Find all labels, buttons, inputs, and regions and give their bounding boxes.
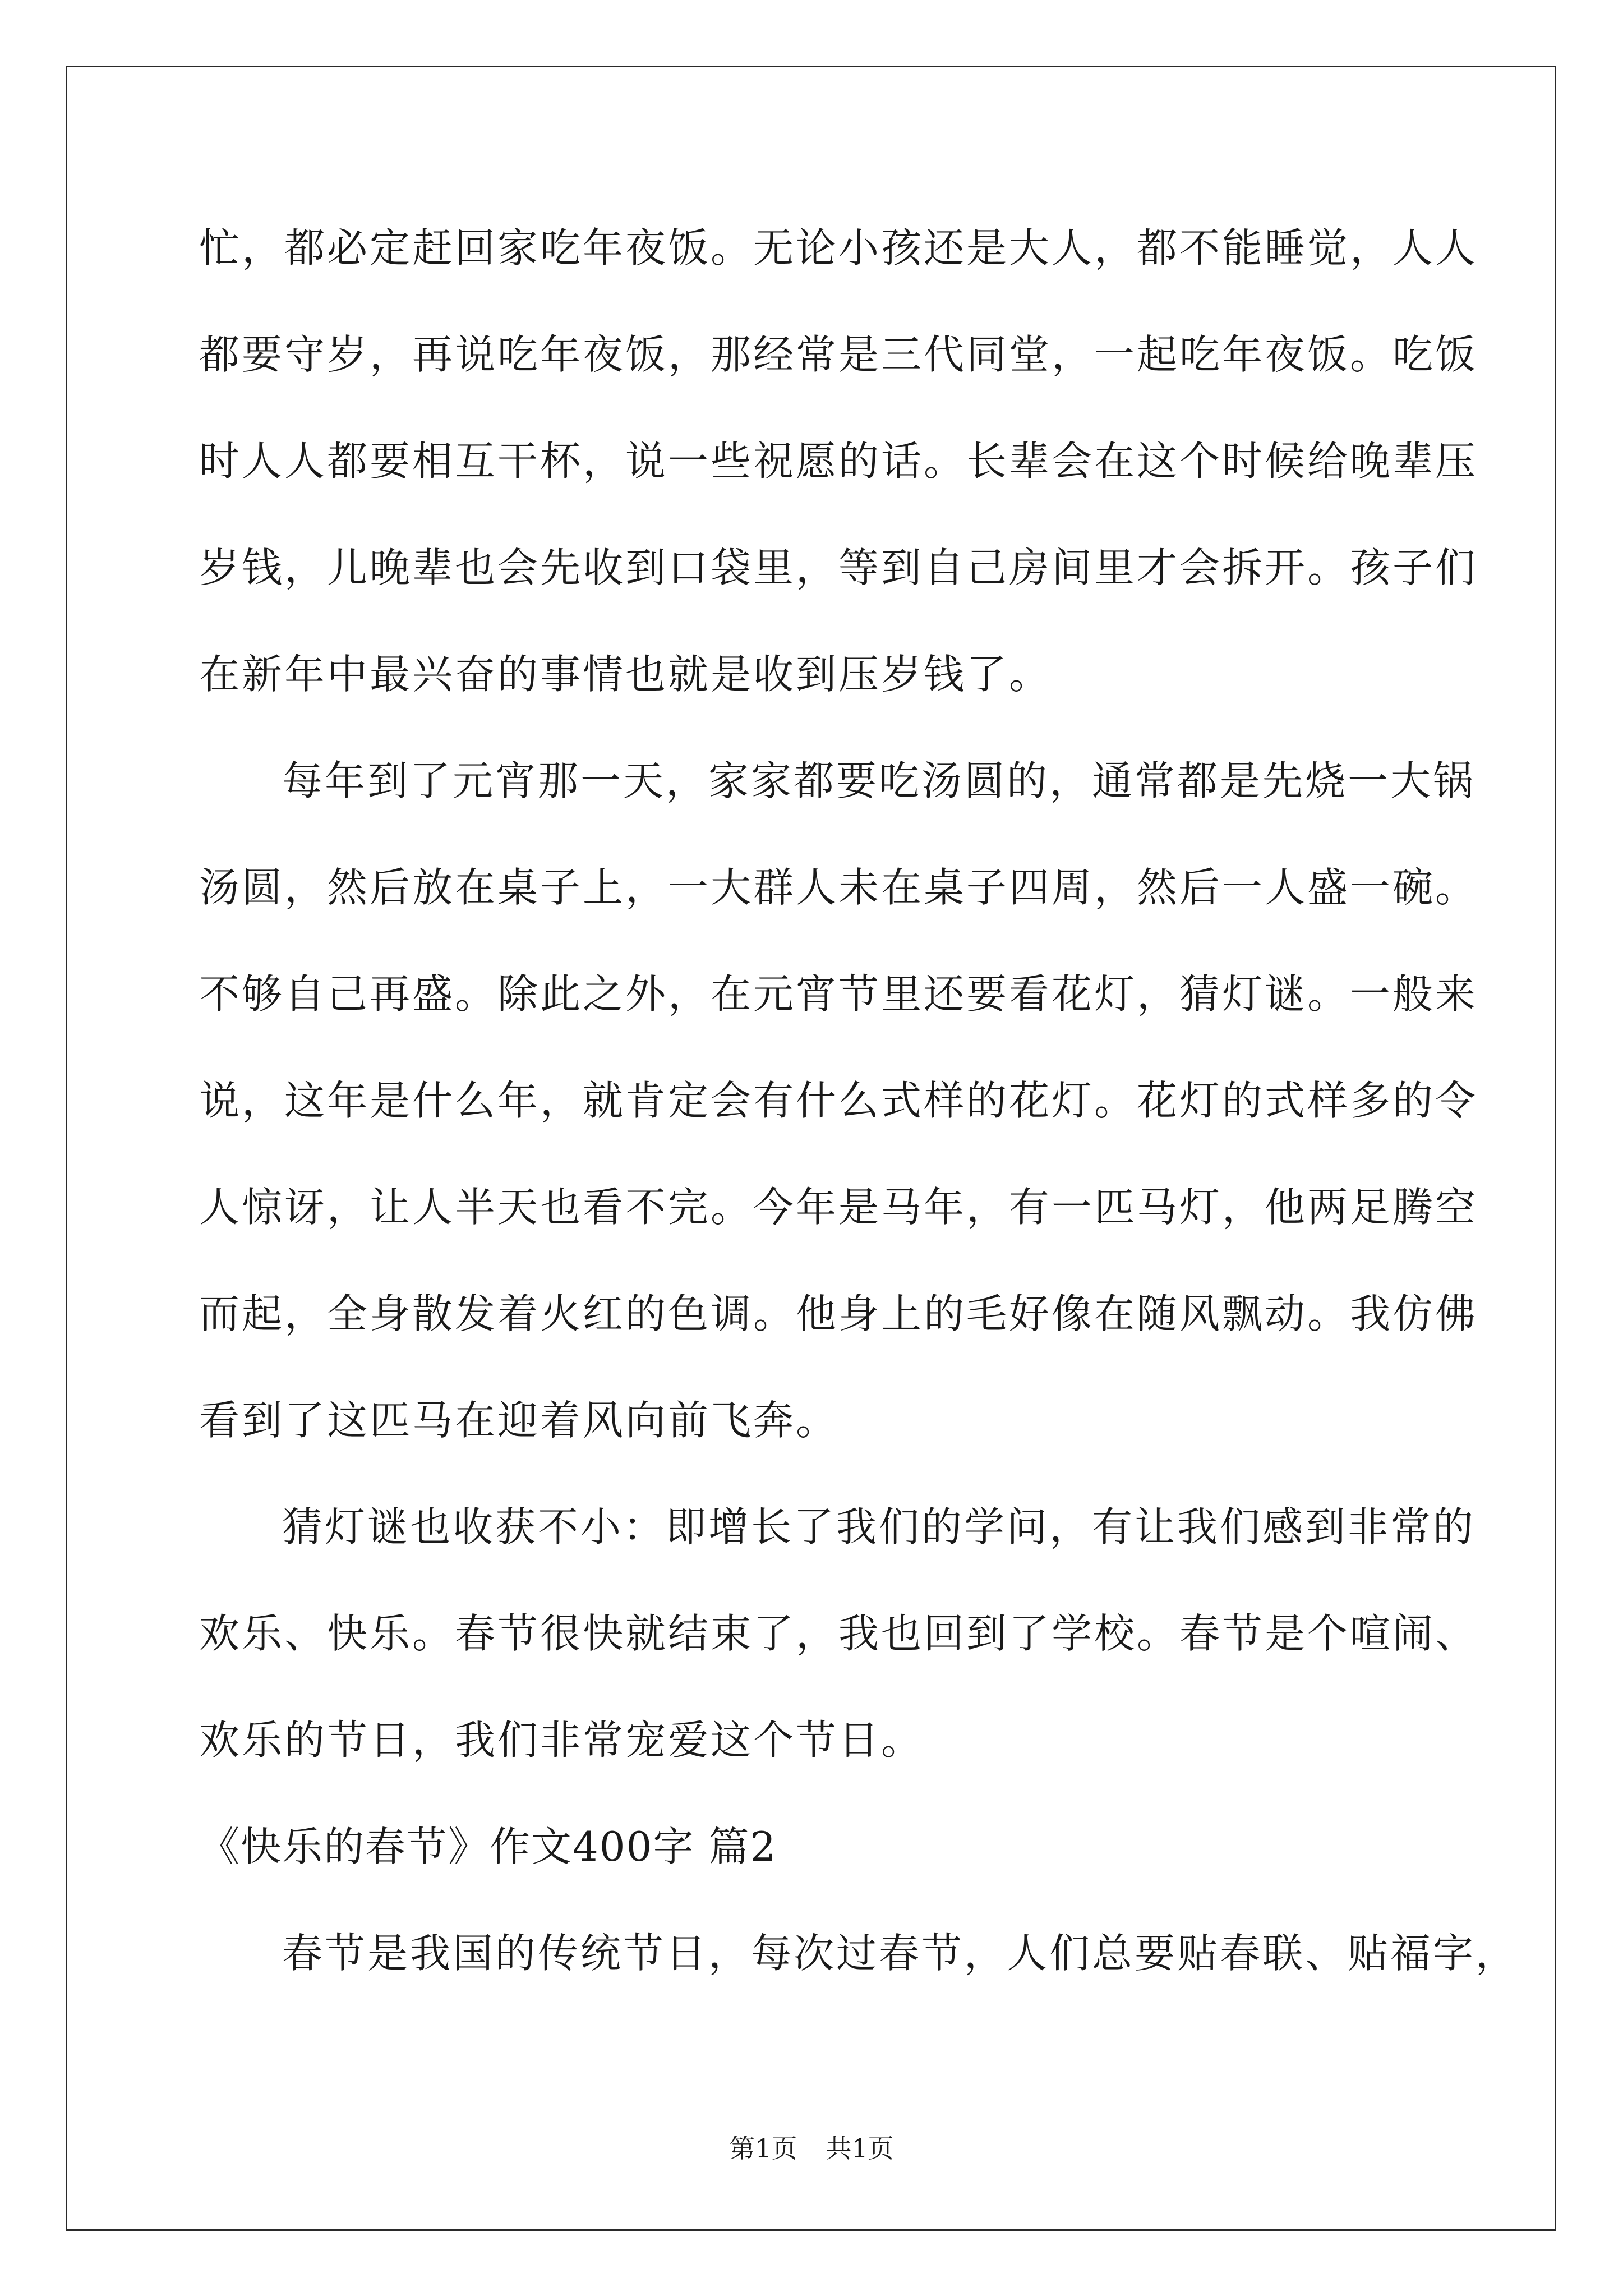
page-total: 共1页 <box>826 2133 894 2164</box>
section-heading: 《快乐的春节》作文400字 篇2 <box>199 1823 777 1870</box>
text-line: 岁钱，儿晚辈也会先收到口袋里，等到自己房间里才会拆开。孩子们 <box>199 544 1478 591</box>
text-line: 春节是我国的传统节日，每次过春节，人们总要贴春联、贴福字， <box>282 1930 1519 1977</box>
text-line: 人惊讶，让人半天也看不完。今年是马年，有一匹马灯，他两足腾空 <box>199 1184 1478 1231</box>
text-line: 看到了这匹马在迎着风向前飞奔。 <box>199 1397 839 1444</box>
text-line: 在新年中最兴奋的事情也就是收到压岁钱了。 <box>199 651 1052 698</box>
text-line: 不够自己再盛。除此之外，在元宵节里还要看花灯，猜灯谜。一般来 <box>199 970 1478 1018</box>
page-number: 第1页 <box>729 2133 797 2164</box>
text-line: 欢乐、快乐。春节很快就结束了，我也回到了学校。春节是个喧闹、 <box>199 1610 1478 1657</box>
text-line: 而起，全身散发着火红的色调。他身上的毛好像在随风飘动。我仿佛 <box>199 1290 1478 1337</box>
document-body <box>199 222 1519 2033</box>
text-line: 时人人都要相互干杯，说一些祝愿的话。长辈会在这个时候给晚辈压 <box>199 438 1478 485</box>
text-line: 欢乐的节日，我们非常宠爱这个节日。 <box>199 1717 924 1764</box>
text-line: 每年到了元宵那一天，家家都要吃汤圆的，通常都是先烧一大锅 <box>282 757 1476 804</box>
text-line: 猜灯谜也收获不小：即增长了我们的学问，有让我们感到非常的 <box>282 1503 1476 1550</box>
text-line: 说，这年是什么年，就肯定会有什么式样的花灯。花灯的式样多的令 <box>199 1077 1478 1124</box>
text-line: 都要守岁，再说吃年夜饭，那经常是三代同堂，一起吃年夜饭。吃饭 <box>199 331 1478 378</box>
text-line: 忙，都必定赶回家吃年夜饭。无论小孩还是大人，都不能睡觉，人人 <box>199 224 1478 272</box>
text-line: 汤圆，然后放在桌子上，一大群人未在桌子四周，然后一人盛一碗。 <box>199 864 1478 911</box>
page-footer <box>0 2132 1623 2165</box>
